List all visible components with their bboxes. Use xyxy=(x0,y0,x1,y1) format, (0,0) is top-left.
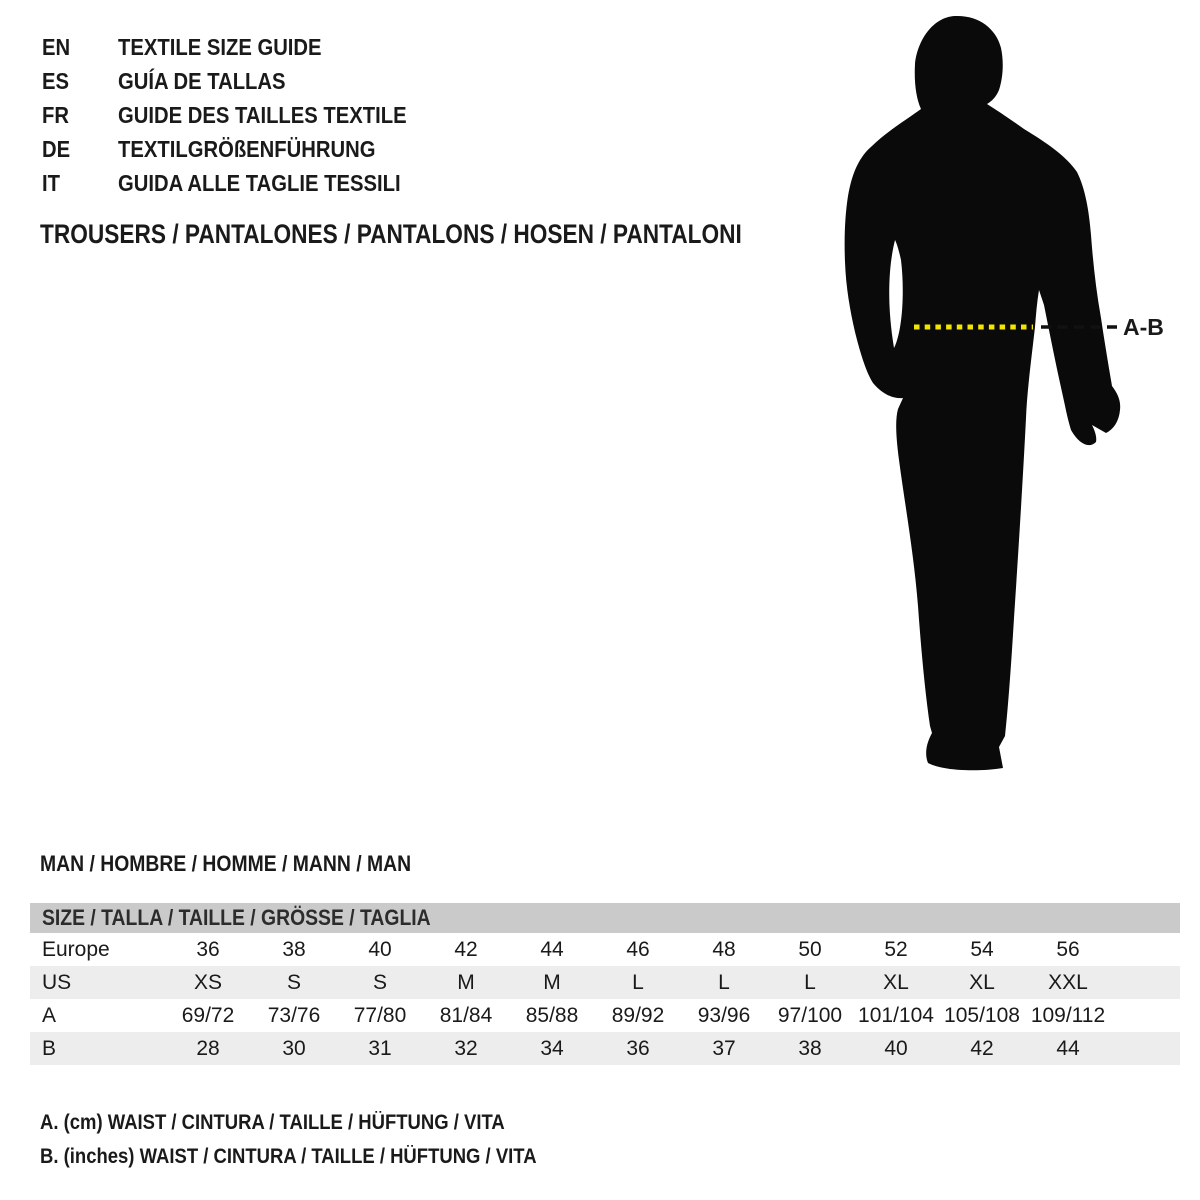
language-row-es xyxy=(42,64,446,98)
row-label-europe: Europe xyxy=(42,937,110,961)
table-row-b-inches xyxy=(30,1032,1180,1065)
size-cell: 30 xyxy=(282,1036,306,1060)
row-label-a: A xyxy=(42,1003,57,1027)
size-cell: 42 xyxy=(970,1036,994,1060)
guide-title-es: GUÍA DE TALLAS xyxy=(118,67,286,94)
size-cell: 36 xyxy=(196,937,220,961)
size-cell: 38 xyxy=(282,937,306,961)
size-cell: 38 xyxy=(798,1036,822,1060)
size-cell: 34 xyxy=(540,1036,564,1060)
size-cell: 50 xyxy=(798,937,822,961)
size-cell: 89/92 xyxy=(611,1003,665,1027)
size-cell: 28 xyxy=(196,1036,220,1060)
guide-title-it: GUIDA ALLE TAGLIE TESSILI xyxy=(118,169,401,196)
size-cell: S xyxy=(372,970,387,994)
row-label-us: US xyxy=(42,970,72,994)
language-code: DE xyxy=(42,135,71,162)
size-cell: 77/80 xyxy=(353,1003,407,1027)
size-cell: 36 xyxy=(626,1036,650,1060)
size-cell: 31 xyxy=(368,1036,392,1060)
size-cell: XL xyxy=(883,970,909,994)
legend-note-a: A. (cm) WAIST / CINTURA / TAILLE / HÜFTUNG / VITA xyxy=(40,1111,505,1134)
guide-title-fr: GUIDE DES TAILLES TEXTILE xyxy=(118,101,407,128)
size-cell: S xyxy=(286,970,301,994)
size-cell: 69/72 xyxy=(181,1003,235,1027)
man-silhouette xyxy=(845,16,1121,770)
table-row-us xyxy=(30,966,1180,999)
size-cell: 73/76 xyxy=(267,1003,321,1027)
size-cell: 40 xyxy=(884,1036,908,1060)
category-title: TROUSERS / PANTALONES / PANTALONS / HOSEN / PANTALONI xyxy=(40,219,742,249)
size-cell: 56 xyxy=(1056,937,1080,961)
section-title-man: MAN / HOMBRE / HOMME / MANN / MAN xyxy=(40,851,412,876)
size-cell: 97/100 xyxy=(777,1003,843,1027)
size-cell: 40 xyxy=(368,937,392,961)
language-row-it xyxy=(42,166,446,200)
size-cell: 42 xyxy=(454,937,478,961)
size-cell: 48 xyxy=(712,937,736,961)
table-row-a-cm xyxy=(30,999,1180,1032)
measurement-legend xyxy=(40,1106,604,1174)
size-cell: 37 xyxy=(712,1036,736,1060)
language-row-en xyxy=(42,30,446,64)
size-cell: 105/108 xyxy=(944,1003,1020,1027)
size-cell: 109/112 xyxy=(1030,1003,1106,1027)
size-cell: 44 xyxy=(1056,1036,1080,1060)
size-cell: XL xyxy=(969,970,995,994)
size-cell: 44 xyxy=(540,937,564,961)
size-cell: L xyxy=(718,970,730,994)
size-cell: 54 xyxy=(970,937,994,961)
size-cell: XXL xyxy=(1048,970,1088,994)
legend-note-b: B. (inches) WAIST / CINTURA / TAILLE / HÜFTUNG / VITA xyxy=(40,1145,537,1168)
size-cell: 52 xyxy=(884,937,908,961)
language-code: IT xyxy=(42,169,60,196)
language-code: EN xyxy=(42,33,71,60)
size-cell: 93/96 xyxy=(697,1003,751,1027)
language-code: ES xyxy=(42,67,70,94)
row-label-b: B xyxy=(42,1036,57,1060)
size-cell: M xyxy=(543,970,561,994)
size-cell: XS xyxy=(193,970,222,994)
language-row-de xyxy=(42,132,446,166)
size-cell: L xyxy=(632,970,644,994)
size-table-header: SIZE / TALLA / TAILLE / GRÖSSE / TAGLIA xyxy=(30,903,1180,933)
size-cell: 32 xyxy=(454,1036,478,1060)
waist-measurement-label: A-B xyxy=(1123,314,1164,340)
man-silhouette-figure xyxy=(820,0,1200,800)
size-cell: 81/84 xyxy=(439,1003,493,1027)
size-cell: 46 xyxy=(626,937,650,961)
size-cell: L xyxy=(804,970,816,994)
guide-title-en: TEXTILE SIZE GUIDE xyxy=(118,33,322,60)
table-row-europe xyxy=(30,933,1180,966)
size-cell: 85/88 xyxy=(525,1003,579,1027)
guide-title-de: TEXTILGRÖßENFÜHRUNG xyxy=(118,135,376,162)
language-guide-list xyxy=(42,30,446,200)
size-cell: M xyxy=(457,970,475,994)
size-cell: 101/104 xyxy=(858,1003,934,1027)
size-table xyxy=(30,903,1180,1065)
language-code: FR xyxy=(42,101,69,128)
language-row-fr xyxy=(42,98,446,132)
